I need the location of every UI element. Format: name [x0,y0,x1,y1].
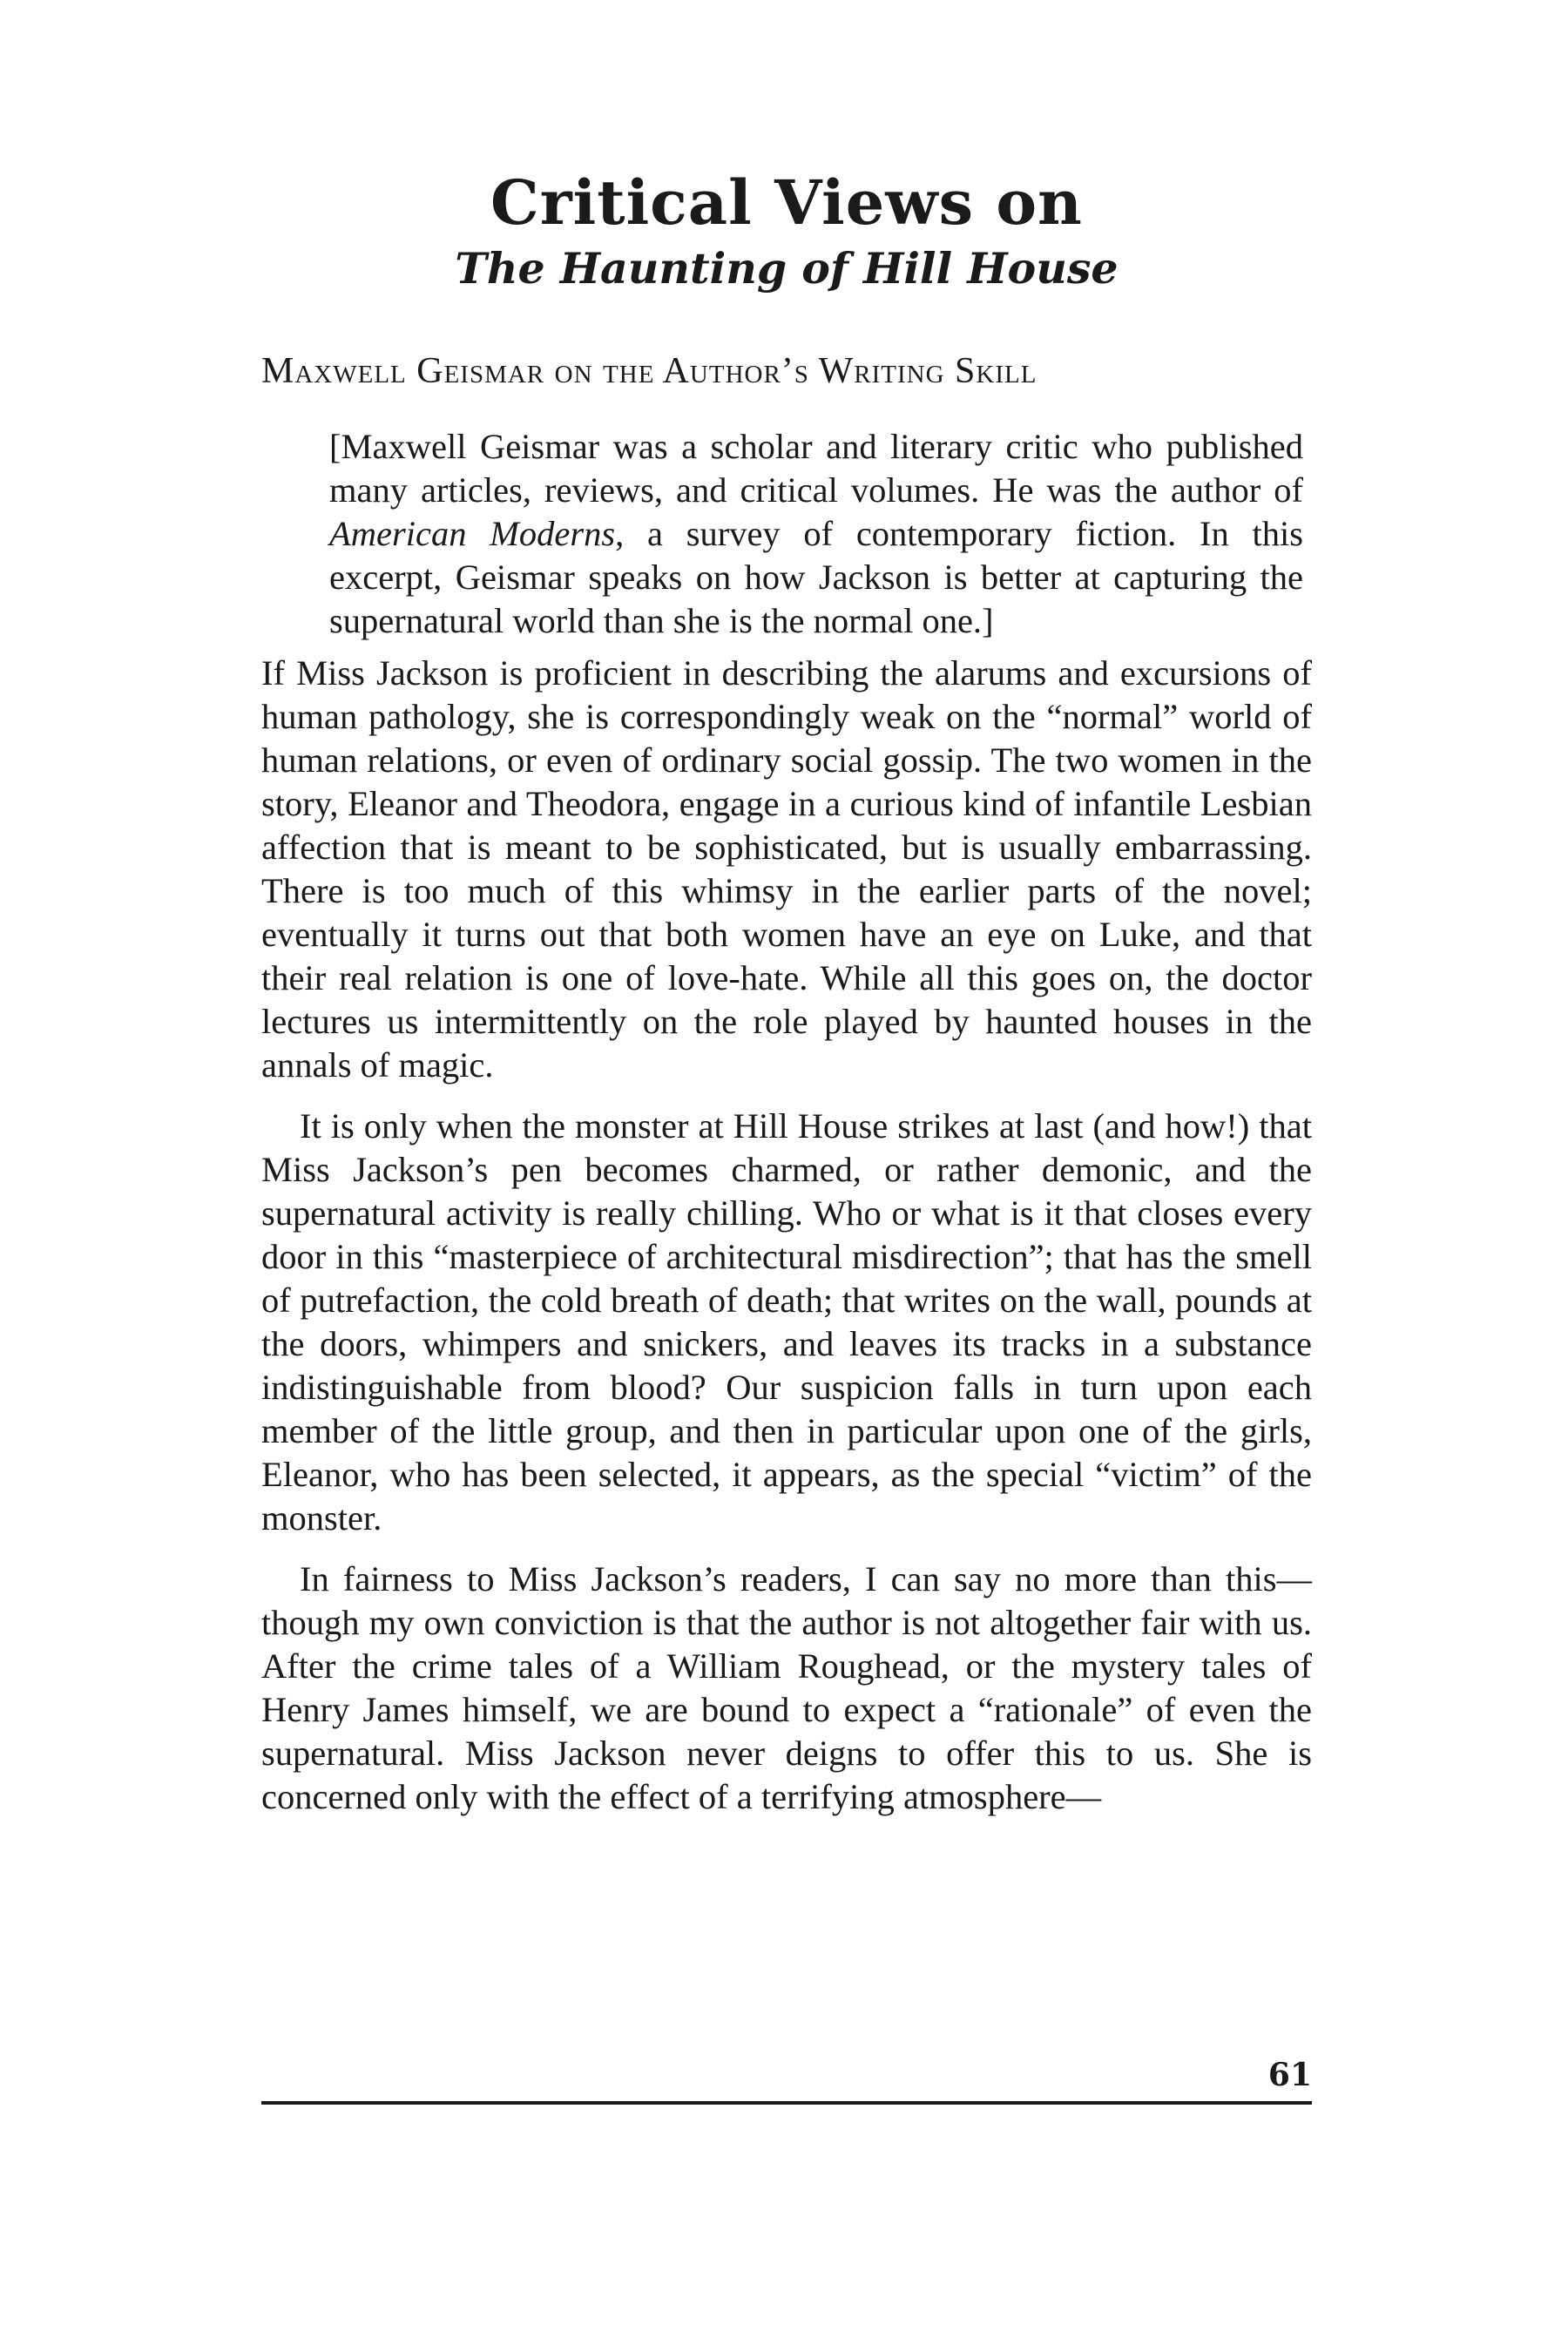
intro-book-title: American Moderns [329,514,616,553]
body-paragraph-2: It is only when the monster at Hill House strikes at last (and how!) that Miss Jackson’s pen becomes charmed, or rather demonic, and the supernatural activity is really chilling. Who or what is it that closes every door in this “masterpiece of architectural misdirection”; that has the smell of putrefaction, the cold breath of death; that writes on the wall, pounds at the doors, whimpers and snickers, and leaves its tracks in a substance indistinguishable from blood? Our suspicion falls in turn upon each member of the little group, and then in particular upon one of the girls, Eleanor, who has been selected, it appears, as the special “victim” of the monster. [261,1106,1312,1538]
page-number: 61 [1267,2057,1312,2093]
book-title: The Haunting of Hill House [455,243,1119,294]
intro-text-before: [Maxwell Geismar was a scholar and literary critic who published many articles, reviews, and critical volumes. He was the author of [329,427,1303,510]
section-heading: Maxwell Geismar on the Author’s Writing Skill [261,351,1037,391]
editorial-introduction [329,425,1303,643]
page-content [261,166,1312,1819]
page-title: Critical Views on [490,166,1083,239]
body-paragraph-1: If Miss Jackson is proficient in describing the alarums and excursions of human pathology, she is correspondingly weak on the “normal” world of human relations, or even of ordinary social gossip. The two women in the story, Eleanor and Theodora, engage in a curious kind of infantile Lesbian affection that is meant to be sophisticated, but is usually embarrassing. There is too much of this whimsy in the earlier parts of the novel; eventually it turns out that both women have an eye on Luke, and that their real relation is one of love-hate. While all this goes on, the doctor lectures us intermittently on the role played by haunted houses in the annals of magic. [261,653,1312,1085]
footer-rule [261,2101,1312,2105]
body-paragraph-3: In fairness to Miss Jackson’s readers, I can say no more than this—though my own conviction is that the author is not altogether fair with us. After the crime tales of a William Roughead, or the mystery tales of Henry James himself, we are bound to expect a “rationale” of even the supernatural. Miss Jackson never deigns to offer this to us. She is concerned only with the effect of a terrifying atmosphere— [261,1559,1312,1816]
intro-text-after: , a survey of contemporary fiction. In this excerpt, Geismar speaks on how Jackson is better at capturing the supernatural world than she is the normal one.] [329,514,1303,640]
page-footer [261,2056,1312,2105]
